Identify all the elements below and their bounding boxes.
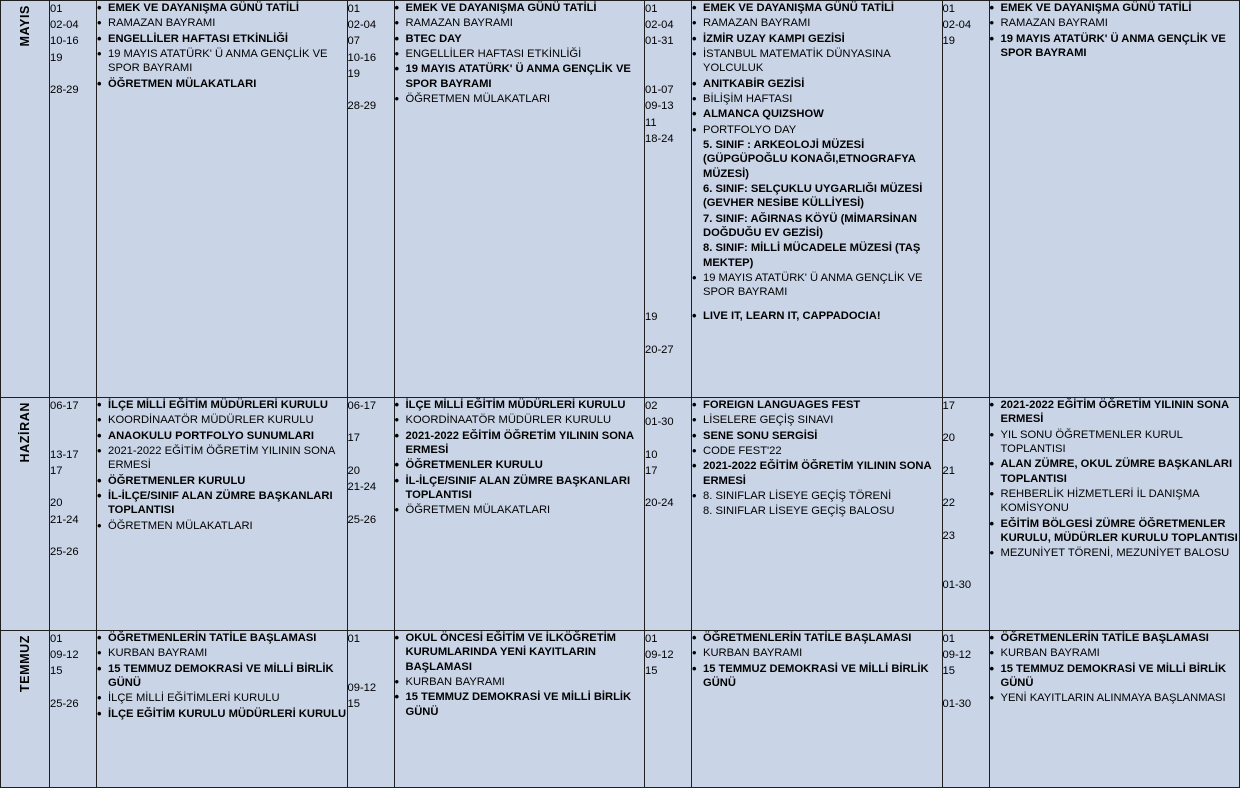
event-item: • İL-İLÇE/SINIF ALAN ZÜMRE BAŞKANLARI TOPLANTISI	[395, 474, 645, 503]
event-item: • 19 MAYIS ATATÜRK' Ü ANMA GENÇLİK VE SPOR BAYRAMI	[395, 62, 645, 91]
event-item: • ÖĞRETMENLER KURULU	[97, 474, 347, 488]
event-item: • ALAN ZÜMRE, OKUL ZÜMRE BAŞKANLARI TOPLANTISI	[990, 457, 1240, 486]
event-item: 8. SINIFLAR LİSEYE GEÇİŞ BALOSU	[703, 505, 895, 518]
date-entry: 01-31	[645, 35, 674, 48]
event-item: • ÖĞRETMEN MÜLAKATLARI	[97, 519, 347, 533]
event-item: • 2021-2022 EĞİTİM ÖĞRETİM YILININ SONA ERMESİ	[395, 429, 645, 458]
date-entry: 28-29	[50, 84, 79, 97]
event-item: • FOREIGN LANGUAGES FEST	[692, 398, 942, 412]
event-item: • YIL SONU ÖĞRETMENLER KURUL TOPLANTISI	[990, 428, 1240, 457]
event-item: • EMEK VE DAYANIŞMA GÜNÜ TATİLİ	[395, 1, 645, 15]
date-entry: 09-12	[347, 681, 377, 694]
event-item: • 19 MAYIS ATATÜRK' Ü ANMA GENÇLİK VE SPOR BAYRAMI	[990, 32, 1240, 61]
event-item: • RAMAZAN BAYRAMI	[990, 16, 1240, 30]
event-item: • KOORDİNAATÖR MÜDÜRLER KURULU	[97, 413, 347, 427]
dates-list	[645, 631, 691, 680]
event-item: • 2021-2022 EĞİTİM ÖĞRETİM YILININ SONA ERMESİ	[692, 459, 942, 488]
events-cell-haziran-col4	[989, 398, 1240, 631]
date-entry: 06-17	[50, 400, 79, 412]
event-item: • RAMAZAN BAYRAMI	[395, 16, 645, 30]
dates-cell-haziran-col1	[50, 398, 97, 631]
date-entry: 20-24	[645, 497, 674, 510]
month-name: MAYIS	[18, 5, 32, 47]
date-entry: 23	[942, 529, 955, 542]
events-cell-mayis-col3	[692, 1, 943, 398]
date-entry: 19	[50, 51, 63, 64]
dates-list	[943, 1, 989, 50]
event-item: • ÖĞRETMENLER KURULU	[395, 458, 645, 472]
event-item: • İLÇE MİLLİ EĞİTİM MÜDÜRLERİ KURULU	[97, 398, 347, 412]
dates-list	[645, 398, 691, 512]
events-list	[97, 1, 347, 91]
event-item: • ANAOKULU PORTFOLYO SUNUMLARI	[97, 429, 347, 443]
date-entry: 21-24	[347, 481, 377, 494]
dates-cell-temmuz-col1	[50, 631, 97, 788]
event-item: • ÖĞRETMENLERİN TATİLE BAŞLAMASI	[97, 631, 347, 645]
event-item: • EMEK VE DAYANIŞMA GÜNÜ TATİLİ	[990, 1, 1240, 15]
date-entry: 25-26	[347, 513, 377, 526]
event-item: • BTEC DAY	[395, 32, 645, 46]
date-entry: 10	[645, 448, 658, 461]
event-item: • ÖĞRETMENLERİN TATİLE BAŞLAMASI	[990, 631, 1240, 645]
event-item: • EMEK VE DAYANIŞMA GÜNÜ TATİLİ	[97, 1, 347, 15]
dates-cell-mayis-col4	[942, 1, 989, 398]
event-item: • İSTANBUL MATEMATİK DÜNYASINA YOLCULUK	[692, 47, 942, 76]
month-label-cell-haziran	[1, 398, 50, 631]
date-entry: 22	[942, 497, 955, 510]
date-entry: 01	[50, 3, 63, 15]
calendar-row-mayis	[1, 1, 1240, 398]
calendar-row-temmuz	[1, 631, 1240, 788]
events-cell-haziran-col2	[394, 398, 645, 631]
date-entry: 02-04	[942, 19, 972, 32]
date-entry: 20	[942, 432, 955, 445]
events-list	[692, 398, 942, 519]
events-cell-mayis-col1	[97, 1, 348, 398]
date-entry: 13-17	[50, 448, 79, 461]
event-item: • ALMANCA QUIZSHOW	[692, 107, 942, 121]
date-entry: 10-16	[347, 51, 377, 64]
event-item: 7. SINIF: AĞIRNAS KÖYÜ (MİMARSİNAN DOĞDUĞU EV GEZİSİ)	[703, 212, 918, 239]
event-item: • 15 TEMMUZ DEMOKRASİ VE MİLLİ BİRLİK GÜNÜ	[990, 662, 1240, 691]
events-cell-haziran-col3	[692, 398, 943, 631]
dates-list	[943, 631, 989, 712]
date-entry: 20-27	[645, 343, 674, 356]
date-entry: 21-24	[50, 513, 79, 526]
dates-cell-mayis-col1	[50, 1, 97, 398]
event-item: • YENİ KAYITLARIN ALINMAYA BAŞLANMASI	[990, 691, 1240, 705]
date-entry: 01	[942, 3, 955, 15]
event-item: • KURBAN BAYRAMI	[395, 675, 645, 689]
date-entry: 18-24	[645, 132, 674, 145]
date-entry: 07	[347, 35, 360, 48]
month-name: HAZİRAN	[18, 402, 32, 463]
events-list	[395, 398, 645, 518]
event-item: • ÖĞRETMEN MÜLAKATLARI	[395, 92, 645, 106]
event-item: • EMEK VE DAYANIŞMA GÜNÜ TATİLİ	[692, 1, 942, 15]
dates-cell-mayis-col3	[645, 1, 692, 398]
events-list	[692, 631, 942, 690]
event-item: • İZMİR UZAY KAMPI GEZİSİ	[692, 32, 942, 46]
event-item: • SENE SONU SERGİSİ	[692, 429, 942, 443]
date-entry: 09-12	[942, 649, 972, 662]
events-cell-temmuz-col4	[989, 631, 1240, 788]
date-entry: 15	[50, 665, 63, 678]
dates-list	[50, 1, 96, 98]
date-entry: 15	[942, 665, 955, 678]
dates-list	[645, 1, 691, 358]
date-entry: 01-30	[942, 697, 972, 710]
event-item: • RAMAZAN BAYRAMI	[692, 16, 942, 30]
dates-cell-haziran-col3	[645, 398, 692, 631]
dates-list	[348, 398, 394, 528]
date-entry: 01	[347, 3, 360, 15]
events-cell-temmuz-col2	[394, 631, 645, 788]
event-item: • BİLİŞİM HAFTASI	[692, 92, 942, 106]
event-item: • ANITKABİR GEZİSİ	[692, 77, 942, 91]
dates-list	[50, 398, 96, 560]
month-label-cell-mayis	[1, 1, 50, 398]
event-item: • CODE FEST'22	[692, 444, 942, 458]
event-item: • 8. SINIFLAR LİSEYE GEÇİŞ TÖRENİ	[692, 489, 942, 503]
dates-cell-haziran-col4	[942, 398, 989, 631]
dates-cell-temmuz-col4	[942, 631, 989, 788]
date-entry: 11	[645, 116, 657, 129]
event-item: • 19 MAYIS ATATÜRK' Ü ANMA GENÇLİK VE SPOR BAYRAMI	[692, 271, 942, 300]
events-cell-temmuz-col1	[97, 631, 348, 788]
date-entry: 10-16	[50, 35, 79, 48]
event-item: • OKUL ÖNCESİ EĞİTİM VE İLKÖĞRETİM KURUMLARINDA YENİ KAYITLARIN BAŞLAMASI	[395, 631, 645, 674]
date-entry: 19	[347, 67, 360, 80]
date-entry: 09-13	[645, 100, 674, 113]
date-entry: 17	[50, 464, 63, 477]
date-entry: 02	[645, 400, 658, 412]
month-name: TEMMUZ	[18, 635, 32, 693]
event-item: • 2021-2022 EĞİTİM ÖĞRETİM YILININ SONA ERMESİ	[990, 398, 1240, 427]
date-entry: 06-17	[347, 400, 377, 412]
date-entry: 28-29	[347, 100, 377, 113]
dates-cell-temmuz-col2	[347, 631, 394, 788]
dates-list	[348, 1, 394, 115]
calendar-row-haziran	[1, 398, 1240, 631]
date-entry: 19	[645, 311, 658, 324]
event-item: 5. SINIF : ARKEOLOJİ MÜZESİ (GÜPGÜPOĞLU KONAĞI,ETNOGRAFYA MÜZESİ)	[703, 138, 916, 180]
event-item: • 2021-2022 EĞİTİM ÖĞRETİM YILININ SONA ERMESİ	[97, 444, 347, 473]
date-entry: 01	[347, 633, 360, 645]
events-list	[692, 1, 942, 323]
event-item: • LIVE IT, LEARN IT, CAPPADOCIA!	[692, 309, 942, 323]
event-item: • İLÇE EĞİTİM KURULU MÜDÜRLERİ KURULU	[97, 707, 347, 721]
date-entry: 01-30	[942, 578, 972, 591]
dates-cell-temmuz-col3	[645, 631, 692, 788]
date-entry: 17	[645, 464, 658, 477]
event-item: • KURBAN BAYRAMI	[692, 646, 942, 660]
date-entry: 21	[942, 464, 955, 477]
event-item: • 19 MAYIS ATATÜRK' Ü ANMA GENÇLİK VE SPOR BAYRAMI	[97, 47, 347, 76]
event-item: • İLÇE MİLLİ EĞİTİM MÜDÜRLERİ KURULU	[395, 398, 645, 412]
date-entry: 09-12	[50, 649, 79, 662]
date-entry: 01	[645, 3, 658, 15]
event-item: • KOORDİNAATÖR MÜDÜRLER KURULU	[395, 413, 645, 427]
events-list	[395, 1, 645, 106]
date-entry: 01-07	[645, 84, 674, 97]
event-item: • ÖĞRETMENLERİN TATİLE BAŞLAMASI	[692, 631, 942, 645]
calendar-body	[1, 1, 1240, 788]
date-entry: 17	[942, 400, 955, 412]
date-entry: 09-12	[645, 649, 674, 662]
dates-list	[943, 398, 989, 593]
date-entry: 25-26	[50, 697, 79, 710]
event-item: • EĞİTİM BÖLGESİ ZÜMRE ÖĞRETMENLER KURULU, MÜDÜRLER KURULU TOPLANTISI	[990, 517, 1240, 546]
event-item: • RAMAZAN BAYRAMI	[97, 16, 347, 30]
date-entry: 15	[645, 665, 658, 678]
month-label-cell-temmuz	[1, 631, 50, 788]
event-item: • 15 TEMMUZ DEMOKRASİ VE MİLLİ BİRLİK GÜNÜ	[97, 662, 347, 691]
event-item: • KURBAN BAYRAMI	[990, 646, 1240, 660]
event-item: 8. SINIF: MİLLİ MÜCADELE MÜZESİ (TAŞ MEKTEP)	[703, 242, 921, 269]
date-entry: 02-04	[347, 19, 377, 32]
event-item: • ÖĞRETMEN MÜLAKATLARI	[97, 77, 347, 91]
date-entry: 01	[942, 633, 955, 645]
events-list	[97, 398, 347, 533]
date-entry: 01-30	[645, 416, 674, 429]
date-entry: 01	[50, 633, 63, 645]
event-item: • ENGELLİLER HAFTASI ETKİNLİĞİ	[97, 32, 347, 46]
events-list	[395, 631, 645, 719]
events-list	[990, 631, 1240, 706]
event-item: • ENGELLİLER HAFTASI ETKİNLİĞİ	[395, 47, 645, 61]
event-item: 6. SINIF: SELÇUKLU UYGARLIĞI MÜZESİ (GEVHER NESİBE KÜLLİYESİ)	[703, 182, 923, 210]
date-entry: 20	[50, 497, 63, 510]
event-item: • 15 TEMMUZ DEMOKRASİ VE MİLLİ BİRLİK GÜNÜ	[395, 690, 645, 719]
events-cell-mayis-col4	[989, 1, 1240, 398]
dates-cell-mayis-col2	[347, 1, 394, 398]
event-item: • LİSELERE GEÇİŞ SINAVI	[692, 413, 942, 427]
events-cell-haziran-col1	[97, 398, 348, 631]
date-entry: 25-26	[50, 546, 79, 559]
event-item: • ÖĞRETMEN MÜLAKATLARI	[395, 503, 645, 517]
event-item: • İL-İLÇE/SINIF ALAN ZÜMRE BAŞKANLARI TOPLANTISI	[97, 489, 347, 518]
event-item: • MEZUNİYET TÖRENİ, MEZUNİYET BALOSU	[990, 546, 1240, 560]
event-item: • PORTFOLYO DAY	[692, 123, 942, 137]
events-list	[990, 1, 1240, 60]
date-entry: 02-04	[50, 19, 79, 32]
event-item: • REHBERLİK HİZMETLERİ İL DANIŞMA KOMİSYONU	[990, 487, 1240, 516]
event-item: • 15 TEMMUZ DEMOKRASİ VE MİLLİ BİRLİK GÜNÜ	[692, 662, 942, 691]
date-entry: 20	[347, 464, 360, 477]
dates-list	[50, 631, 96, 712]
dates-list	[348, 631, 394, 712]
events-cell-mayis-col2	[394, 1, 645, 398]
dates-cell-haziran-col2	[347, 398, 394, 631]
date-entry: 19	[942, 35, 955, 48]
date-entry: 17	[347, 432, 360, 445]
date-entry: 01	[645, 633, 658, 645]
date-entry: 15	[347, 697, 360, 710]
event-item: • İLÇE MİLLİ EĞİTİMLERİ KURULU	[97, 691, 347, 705]
events-list	[990, 398, 1240, 561]
date-entry: 02-04	[645, 19, 674, 32]
event-item: • KURBAN BAYRAMI	[97, 646, 347, 660]
events-list	[97, 631, 347, 721]
events-cell-temmuz-col3	[692, 631, 943, 788]
